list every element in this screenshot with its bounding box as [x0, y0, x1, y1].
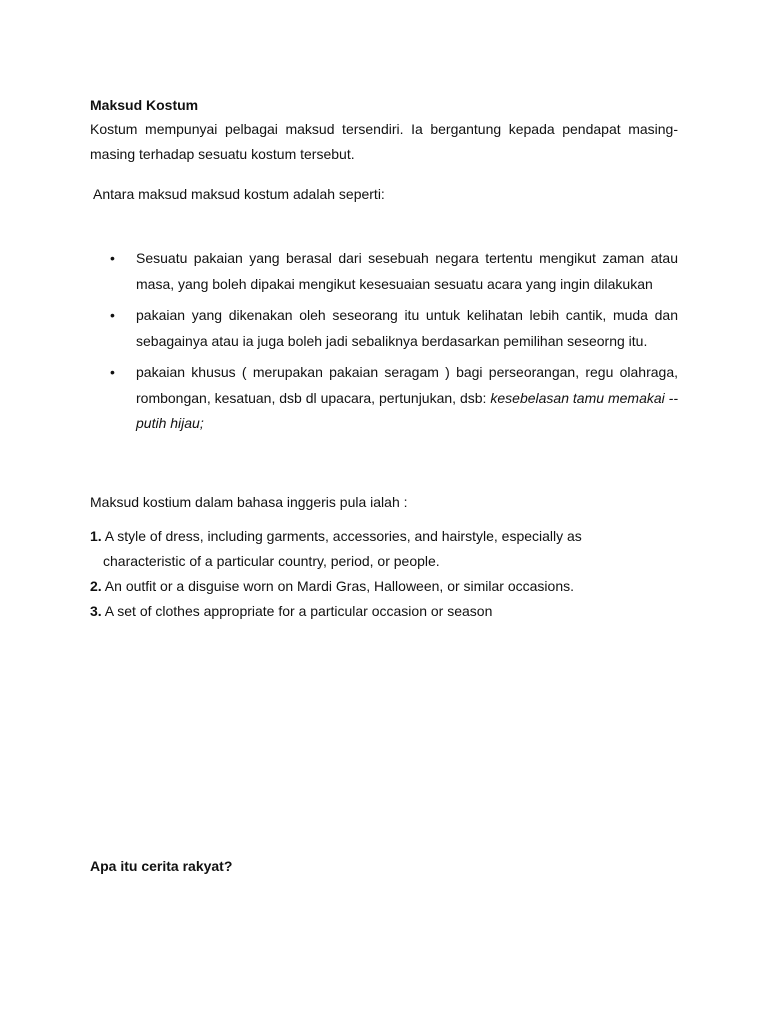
list-item: [90, 246, 678, 297]
definition-number: 2.: [90, 578, 102, 594]
definition-text: An outfit or a disguise worn on Mardi Gras, Halloween, or similar occasions.: [101, 578, 575, 594]
definition-list: [90, 524, 690, 624]
list-item: [90, 360, 678, 437]
bullet-list: [90, 246, 678, 443]
intro-paragraph: Kostum mempunyai pelbagai maksud tersendiri. Ia bergantung kepada pendapat masing-masing terhadap sesuatu kostum tersebut.: [90, 121, 678, 162]
list-intro-text: Antara maksud maksud kostum adalah seperti:: [93, 186, 385, 202]
bullet-italic-text: kesebelasan tamu memakai -- putih hijau;: [136, 389, 679, 431]
definition-continuation: characteristic of a particular country, period, or people.: [103, 553, 440, 569]
definition-number: 1.: [90, 528, 102, 544]
definition-text: A set of clothes appropriate for a particular occasion or season: [101, 603, 493, 619]
bullet-icon: •: [110, 364, 115, 380]
definition-item: [90, 599, 690, 624]
definition-item: [90, 524, 690, 574]
definition-text: A style of dress, including garments, accessories, and hairstyle, especially as: [101, 528, 582, 544]
section-heading-cerita-rakyat: Apa itu cerita rakyat?: [90, 858, 233, 874]
bullet-icon: •: [110, 250, 115, 266]
bullet-text: pakaian yang dikenakan oleh seseorang itu untuk kelihatan lebih cantik, muda dan sebagainya atau ia juga boleh jadi sebaliknya berdasarkan pemilihan seseorng itu.: [136, 307, 678, 349]
english-intro-text: Maksud kostium dalam bahasa inggeris pula ialah :: [90, 494, 408, 510]
definition-number: 3.: [90, 603, 102, 619]
bullet-text: Sesuatu pakaian yang berasal dari sesebuah negara tertentu mengikut zaman atau masa, yang boleh dipakai mengikut kesesuaian sesuatu acara yang ingin dilakukan: [136, 250, 678, 292]
definition-item: [90, 574, 690, 599]
bullet-icon: •: [110, 307, 115, 323]
section-heading-maksud-kostum: Maksud Kostum: [90, 97, 199, 113]
bullet-text: pakaian khusus ( merupakan pakaian seragam ) bagi perseorangan, regu olahraga, rombongan, kesatuan, dsb dl upacara, pertunjukan, dsb:: [136, 364, 678, 406]
list-item: [90, 303, 678, 354]
